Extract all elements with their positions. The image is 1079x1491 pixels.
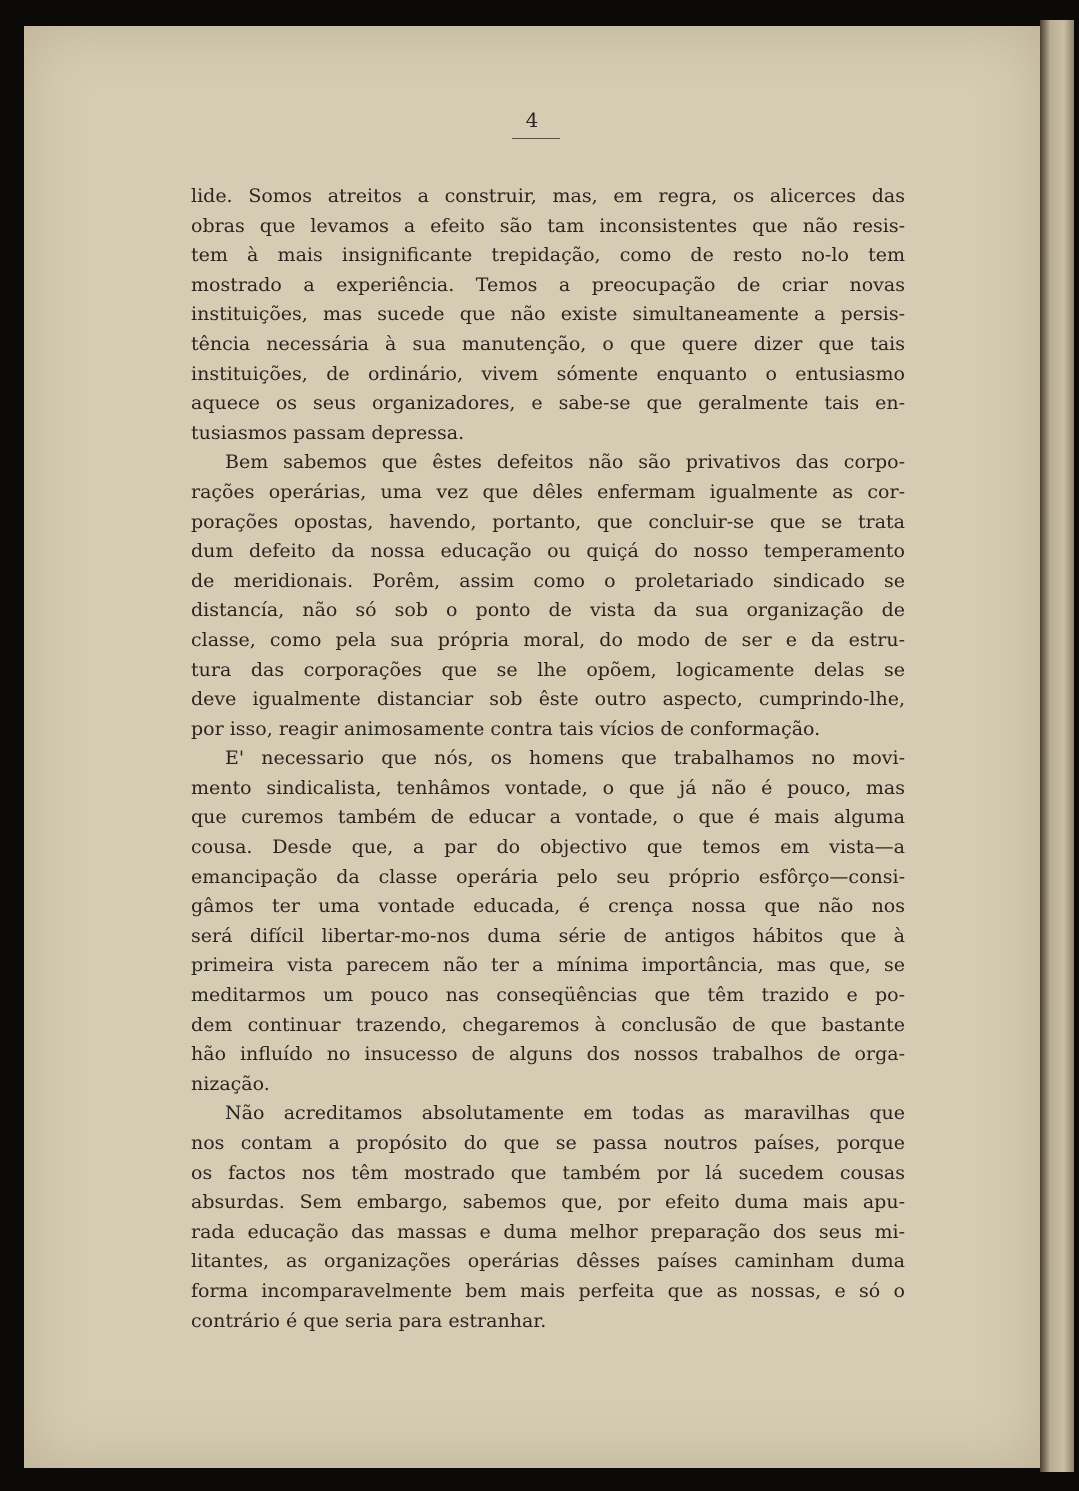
text-line: absurdas. Sem embargo, sabemos que, por efeito duma mais apu-	[191, 1191, 905, 1214]
text-line: lide. Somos atreitos a construir, mas, em regra, os alicerces das	[191, 185, 905, 207]
text-line: emancipação da classe operária pelo seu próprio esfôrço—consi-	[191, 865, 905, 888]
text-line: nos contam a propósito do que se passa noutros países, porque	[191, 1132, 905, 1154]
body-text	[191, 182, 905, 1336]
text-line: tura das corporações que se lhe opõem, logicamente delas se	[191, 658, 905, 681]
text-line: porações opostas, havendo, portanto, que concluir-se que se trata	[191, 510, 905, 533]
text-line: meditarmos um pouco nas conseqüências que têm trazido e po-	[191, 984, 905, 1007]
text-line: por isso, reagir animosamente contra tais vícios de conformação.	[191, 717, 821, 740]
text-line: os factos nos têm mostrado que também por lá sucedem cousas	[191, 1161, 905, 1184]
text-line: tência necessária à sua manutenção, o que quere dizer que tais	[191, 332, 905, 355]
text-line: tusiasmos passam depressa.	[191, 421, 465, 444]
text-line: obras que levamos a efeito são tam inconsistentes que não resis-	[191, 214, 905, 237]
text-line: rada educação das massas e duma melhor preparação dos seus mi-	[191, 1220, 905, 1243]
text-line: nização.	[191, 1072, 270, 1095]
text-line: tem à mais insignificante trepidação, como de resto no-lo tem	[191, 244, 905, 267]
text-line: hão influído no insucesso de alguns dos nossos trabalhos de orga-	[191, 1043, 905, 1066]
text-line: deve igualmente distanciar sob êste outro aspecto, cumprindo-lhe,	[191, 688, 905, 711]
text-line: litantes, as organizações operárias dêsses países caminham duma	[191, 1250, 905, 1273]
text-line: aquece os seus organizadores, e sabe-se que geralmente tais en-	[191, 392, 905, 415]
text-line: classe, como pela sua própria moral, do modo de ser e da estru-	[191, 628, 905, 651]
page-number-rule	[512, 138, 560, 139]
text-line: será difícil libertar-mo-nos duma série de antigos hábitos que à	[191, 924, 905, 947]
text-line: de meridionais. Porêm, assim como o proletariado sindicado se	[191, 569, 905, 592]
text-line: contrário é que seria para estranhar.	[191, 1309, 547, 1332]
text-line: E' necessario que nós, os homens que trabalhamos no movi-	[225, 747, 905, 770]
text-line: cousa. Desde que, a par do objectivo que temos em vista—a	[191, 836, 905, 859]
text-line: mostrado a experiência. Temos a preocupação de criar novas	[191, 273, 905, 296]
book-page	[24, 26, 1040, 1468]
text-line: Bem sabemos que êstes defeitos não são privativos das corpo-	[225, 451, 905, 474]
text-line: instituições, mas sucede que não existe simultaneamente a persis-	[191, 303, 905, 326]
text-line: mento sindicalista, tenhâmos vontade, o que já não é pouco, mas	[191, 776, 905, 799]
text-line: dum defeito da nossa educação ou quiçá do nosso temperamento	[191, 540, 905, 563]
text-line: primeira vista parecem não ter a mínima importância, mas que, se	[191, 954, 905, 977]
text-line: distancía, não só sob o ponto de vista da sua organização de	[191, 599, 905, 622]
adjacent-page-edge	[1040, 20, 1074, 1472]
text-line: dem continuar trazendo, chegaremos à conclusão de que bastante	[191, 1013, 905, 1036]
text-line: que curemos também de educar a vontade, o que é mais alguma	[191, 806, 905, 829]
text-line: instituições, de ordinário, vivem sómente enquanto o entusiasmo	[191, 362, 905, 385]
text-line: gâmos ter uma vontade educada, é crença nossa que não nos	[191, 895, 905, 918]
text-line: Não acreditamos absolutamente em todas as maravilhas que	[225, 1102, 905, 1125]
page-number: 4	[525, 108, 539, 132]
text-line: forma incomparavelmente bem mais perfeita que as nossas, e só o	[191, 1279, 905, 1302]
text-line: rações operárias, uma vez que dêles enfermam igualmente as cor-	[191, 480, 905, 503]
